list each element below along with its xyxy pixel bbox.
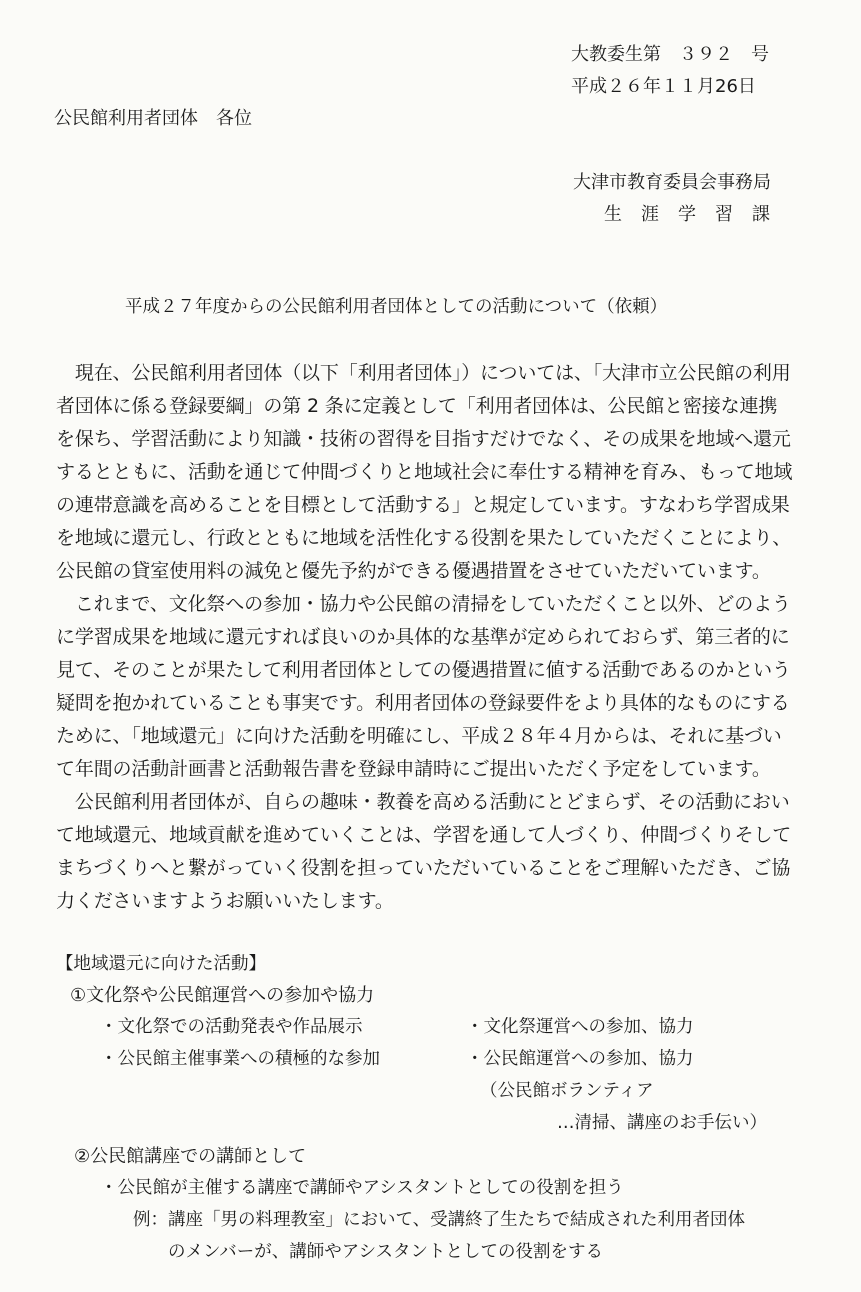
sender-department: 生涯学習課 [604, 204, 789, 225]
item1-note: …清掃、講座のお手伝い） [557, 1113, 767, 1133]
document-date: 平成２６年１１月26日 [571, 76, 756, 97]
body-line: て年間の活動計画書と活動報告書を登録申請時にご提出いただく予定をしています。 [56, 758, 771, 780]
body-line: 疑問を抱かれていることも事実です。利用者団体の登録要件をより具体的なものにする [56, 692, 790, 714]
item2-bullet: ・公民館が主催する講座で講師やアシスタントとしての役割を担う [100, 1178, 624, 1198]
item1-right-bullet: ・公民館運営への参加、協力 [466, 1049, 694, 1069]
body-line: これまで、文化祭への参加・協力や公民館の清掃をしていただくこと以外、どのよう [56, 593, 791, 615]
section-heading: 【地域還元に向けた活動】 [56, 954, 266, 974]
body-line: まちづくりへと繋がっていく役割を担っていただいていることをご理解いただき、ご協 [56, 857, 791, 879]
body-line: を保ち、学習活動により知識・技術の習得を目指すだけでなく、その成果を地域へ還元 [56, 428, 791, 450]
item2-example: 例：講座「男の料理教室」において、受講終了生たちで結成された利用者団体 [133, 1210, 745, 1230]
body-line: するとともに、活動を通じて仲間づくりと地域社会に奉仕する精神を育み、もって地域 [56, 461, 793, 483]
item1-note: （公民館ボランティア [480, 1081, 654, 1101]
body-line: に学習成果を地域に還元すれば良いのか具体的な基準が定められておらず、第三者的に [56, 626, 790, 648]
body-line: 見て、そのことが果たして利用者団体としての優遇措置に値する活動であるのかという [56, 659, 791, 681]
item1-title: ①文化祭や公民館運営への参加や協力 [70, 985, 375, 1006]
body-line: 力くださいますようお願いいたします。 [56, 890, 394, 912]
body-line: 公民館利用者団体が、自らの趣味・教養を高める活動にとどまらず、その活動におい [56, 791, 790, 813]
body-line: 者団体に係る登録要綱」の第 2 条に定義として「利用者団体は、公民館と密接な連携 [56, 395, 778, 417]
body-line: て地域還元、地域貢献を進めていくことは、学習を通して人づくり、仲間づくりそして [56, 824, 792, 846]
body-line: 公民館の貸室使用料の減免と優先予約ができる優遇措置をさせていただいています。 [56, 560, 771, 582]
document-number: 大教委生第 ３９２ 号 [571, 44, 769, 65]
item1-right-bullet: ・文化祭運営への参加、協力 [466, 1017, 694, 1037]
item2-title: ②公民館講座での講師として [74, 1146, 307, 1167]
document-title: 平成２７年度からの公民館利用者団体としての活動について（依頼） [125, 297, 668, 317]
body-line: の連帯意識を高めることを目標として活動する」と規定しています。すなわち学習成果 [56, 494, 790, 516]
body-line: ために、「地域還元」に向けた活動を明確にし、平成２８年４月からは、それに基づい [56, 725, 782, 747]
addressee: 公民館利用者団体 各位 [54, 108, 252, 129]
item1-left-bullet: ・文化祭での活動発表や作品展示 [100, 1017, 363, 1037]
sender-organization: 大津市教育委員会事務局 [573, 172, 771, 193]
body-line: を地域に還元し、行政とともに地域を活性化する役割を果たしていただくことにより、 [56, 527, 792, 549]
body-line: 現在、公民館利用者団体（以下「利用者団体」）については、「大津市立公民館の利用 [56, 362, 791, 384]
item1-left-bullet: ・公民館主催事業への積極的な参加 [100, 1049, 380, 1069]
item2-example: のメンバーが、講師やアシスタントとしての役割をする [168, 1242, 604, 1262]
